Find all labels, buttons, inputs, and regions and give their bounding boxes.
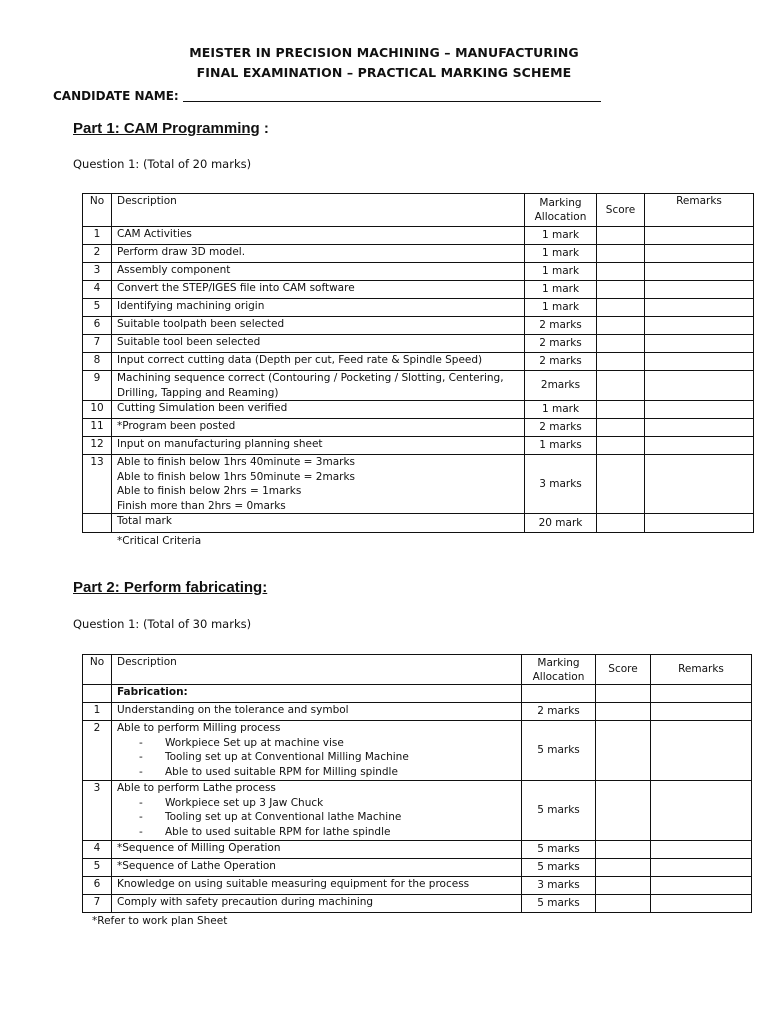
- column-header-score: Score: [597, 194, 645, 227]
- row-marking-allocation: 5 marks: [522, 721, 596, 781]
- row-marking-allocation: 3 marks: [525, 455, 597, 514]
- row-number: 4: [83, 281, 112, 299]
- candidate-name-field: [53, 89, 601, 103]
- remarks-cell: [645, 263, 754, 281]
- table-header-row: [83, 194, 754, 227]
- column-header-marking-allocation: Marking Allocation: [525, 194, 597, 227]
- document-title-line-2: FINAL EXAMINATION – PRACTICAL MARKING SCHEME: [196, 65, 572, 80]
- sub-item: [117, 796, 516, 811]
- remarks-cell: [645, 227, 754, 245]
- table-row: [83, 245, 754, 263]
- description-line: Machining sequence correct (Contouring / Pocketing / Slotting, Centering,: [117, 372, 504, 384]
- empty-cell: [83, 514, 112, 533]
- bullet-dash: -: [139, 796, 143, 809]
- remarks-cell: [645, 437, 754, 455]
- part-1-heading: [73, 120, 269, 137]
- total-remarks-cell: [645, 514, 754, 533]
- score-cell: [596, 841, 651, 859]
- row-marking-allocation: 2 marks: [522, 703, 596, 721]
- column-header-score: Score: [596, 655, 651, 685]
- score-cell: [597, 299, 645, 317]
- empty-cell: [522, 685, 596, 703]
- table-row: [83, 317, 754, 335]
- row-description: Identifying machining origin: [112, 299, 525, 317]
- empty-cell: [83, 685, 112, 703]
- table-row: [83, 299, 754, 317]
- candidate-name-label: CANDIDATE NAME:: [53, 89, 179, 103]
- table-row: [83, 353, 754, 371]
- score-cell: [596, 877, 651, 895]
- row-description: CAM Activities: [112, 227, 525, 245]
- column-header-description: Description: [112, 655, 522, 685]
- score-cell: [597, 455, 645, 514]
- remarks-cell: [651, 859, 752, 877]
- description-line: Finish more than 2hrs = 0marks: [117, 499, 286, 512]
- score-cell: [597, 419, 645, 437]
- score-cell: [596, 703, 651, 721]
- table-row: [83, 401, 754, 419]
- table-row: [83, 437, 754, 455]
- row-number: 5: [83, 859, 112, 877]
- score-cell: [596, 781, 651, 841]
- row-description: Cutting Simulation been verified: [112, 401, 525, 419]
- row-marking-allocation: 5 marks: [522, 781, 596, 841]
- score-cell: [597, 371, 645, 401]
- table-row: [83, 419, 754, 437]
- section-label: Fabrication:: [112, 685, 522, 703]
- row-description: Input on manufacturing planning sheet: [112, 437, 525, 455]
- description-line: Able to finish below 1hrs 50minute = 2marks: [117, 470, 356, 483]
- row-marking-allocation: 1 mark: [525, 245, 597, 263]
- column-header-no: No: [83, 194, 112, 227]
- table-row: [83, 281, 754, 299]
- score-cell: [596, 721, 651, 781]
- row-number: 12: [83, 437, 112, 455]
- row-marking-allocation: 2 marks: [525, 335, 597, 353]
- bullet-dash: -: [139, 811, 143, 823]
- remarks-cell: [645, 317, 754, 335]
- score-cell: [597, 437, 645, 455]
- remarks-cell: [645, 419, 754, 437]
- part-2-marking-table: [82, 654, 752, 913]
- row-number: 11: [83, 419, 112, 437]
- row-description: Suitable tool been selected: [112, 335, 525, 353]
- remarks-cell: [651, 703, 752, 721]
- sub-item-text: Tooling set up at Conventional Milling Machine: [165, 751, 409, 763]
- table-row: [83, 781, 752, 841]
- score-cell: [597, 227, 645, 245]
- row-number: 4: [83, 841, 112, 859]
- table-row: [83, 895, 752, 913]
- table-header-row: [83, 655, 752, 685]
- remarks-cell: [645, 455, 754, 514]
- description-line: Able to finish below 2hrs = 1marks: [117, 485, 302, 497]
- candidate-name-blank-line: [183, 89, 601, 102]
- table-row: [83, 703, 752, 721]
- row-marking-allocation: 5 marks: [522, 841, 596, 859]
- total-label: Total mark: [112, 514, 525, 533]
- row-number: 9: [83, 371, 112, 401]
- table-row: [83, 335, 754, 353]
- remarks-cell: [645, 335, 754, 353]
- sub-item: [117, 825, 516, 840]
- part-1-heading-text: Part 1: CAM Programming: [73, 120, 260, 137]
- sub-item-text: Able to used suitable RPM for Milling spindle: [165, 765, 398, 778]
- part-1-table-body: [83, 194, 754, 533]
- row-number: 2: [83, 721, 112, 781]
- score-cell: [597, 353, 645, 371]
- score-cell: [597, 335, 645, 353]
- row-number: 8: [83, 353, 112, 371]
- table-row: [83, 371, 754, 401]
- sub-item-text: Workpiece Set up at machine vise: [165, 736, 344, 749]
- row-description: *Program been posted: [112, 419, 525, 437]
- sub-item-text: Tooling set up at Conventional lathe Machine: [165, 811, 402, 823]
- row-number: 6: [83, 317, 112, 335]
- row-description: Suitable toolpath been selected: [112, 317, 525, 335]
- part-2-question: Question 1: (Total of 30 marks): [73, 617, 252, 631]
- row-marking-allocation: 5 marks: [522, 859, 596, 877]
- score-cell: [596, 895, 651, 913]
- row-marking-allocation: 2 marks: [525, 353, 597, 371]
- remarks-cell: [645, 245, 754, 263]
- row-marking-allocation: 1 mark: [525, 401, 597, 419]
- sub-item-text: Able to used suitable RPM for lathe spindle: [165, 825, 391, 838]
- row-description-cell: [112, 721, 522, 781]
- part-1-heading-colon: :: [259, 120, 269, 137]
- table-row: [83, 841, 752, 859]
- row-description-cell: [112, 895, 522, 913]
- table-row: [83, 455, 754, 514]
- row-description: *Sequence of Lathe Operation: [117, 860, 276, 872]
- score-cell: [597, 245, 645, 263]
- sub-item: [117, 765, 516, 780]
- part-2-heading: Part 2: Perform fabricating:: [73, 579, 268, 596]
- row-description: Perform draw 3D model.: [112, 245, 525, 263]
- empty-cell: [651, 685, 752, 703]
- sub-item: [117, 750, 516, 765]
- row-number: 10: [83, 401, 112, 419]
- row-description: Understanding on the tolerance and symbol: [117, 704, 349, 716]
- row-description: [112, 455, 525, 514]
- row-description: Comply with safety precaution during machining: [117, 896, 374, 908]
- empty-cell: [596, 685, 651, 703]
- row-description-cell: [112, 859, 522, 877]
- row-marking-allocation: 2 marks: [525, 317, 597, 335]
- row-description-cell: [112, 877, 522, 895]
- score-cell: [597, 281, 645, 299]
- row-description: Assembly component: [112, 263, 525, 281]
- remarks-cell: [651, 841, 752, 859]
- table-row: [83, 263, 754, 281]
- row-description: [112, 371, 525, 401]
- remarks-cell: [651, 781, 752, 841]
- part-1-question: Question 1: (Total of 20 marks): [73, 157, 252, 171]
- row-number: 7: [83, 335, 112, 353]
- part-2-footnote: *Refer to work plan Sheet: [92, 915, 228, 927]
- row-number: 2: [83, 245, 112, 263]
- row-marking-allocation: 2 marks: [525, 419, 597, 437]
- row-number: 13: [83, 455, 112, 514]
- row-description: Able to perform Milling process: [117, 722, 281, 734]
- row-number: 1: [83, 227, 112, 245]
- total-score-cell: [597, 514, 645, 533]
- column-header-description: Description: [112, 194, 525, 227]
- row-description: Able to perform Lathe process: [117, 782, 276, 794]
- table-row: [83, 227, 754, 245]
- row-description: Input correct cutting data (Depth per cut, Feed rate & Spindle Speed): [112, 353, 525, 371]
- row-marking-allocation: 1 mark: [525, 281, 597, 299]
- part-1-footnote: *Critical Criteria: [117, 535, 202, 547]
- bullet-dash: -: [139, 765, 143, 778]
- row-number: 7: [83, 895, 112, 913]
- column-header-no: No: [83, 655, 112, 685]
- remarks-cell: [645, 281, 754, 299]
- sub-item-text: Workpiece set up 3 Jaw Chuck: [165, 796, 324, 809]
- row-number: 5: [83, 299, 112, 317]
- document-title-line-1: MEISTER IN PRECISION MACHINING – MANUFACTURING: [189, 45, 579, 60]
- row-description-cell: [112, 703, 522, 721]
- remarks-cell: [651, 877, 752, 895]
- remarks-cell: [645, 353, 754, 371]
- total-row: [83, 514, 754, 533]
- row-number: 3: [83, 781, 112, 841]
- score-cell: [596, 859, 651, 877]
- bullet-dash: -: [139, 736, 143, 749]
- sub-item: [117, 810, 516, 825]
- row-marking-allocation: 3 marks: [522, 877, 596, 895]
- table-row: [83, 721, 752, 781]
- part-1-marking-table: [82, 193, 754, 533]
- sub-item: [117, 736, 516, 751]
- row-marking-allocation: 5 marks: [522, 895, 596, 913]
- column-header-remarks: Remarks: [651, 655, 752, 685]
- row-description: Knowledge on using suitable measuring equipment for the process: [117, 878, 470, 890]
- bullet-dash: -: [139, 751, 143, 763]
- row-marking-allocation: 1 marks: [525, 437, 597, 455]
- part-2-table-body: [83, 655, 752, 913]
- bullet-dash: -: [139, 825, 143, 838]
- description-line: Drilling, Tapping and Reaming): [117, 386, 279, 399]
- row-description: *Sequence of Milling Operation: [117, 842, 281, 854]
- row-marking-allocation: 2marks: [525, 371, 597, 401]
- remarks-cell: [651, 895, 752, 913]
- remarks-cell: [651, 721, 752, 781]
- row-marking-allocation: 1 mark: [525, 227, 597, 245]
- row-description-cell: [112, 841, 522, 859]
- row-number: 3: [83, 263, 112, 281]
- row-marking-allocation: 1 mark: [525, 263, 597, 281]
- column-header-remarks: Remarks: [645, 194, 754, 227]
- column-header-marking-allocation: Marking Allocation: [522, 655, 596, 685]
- row-description-cell: [112, 781, 522, 841]
- table-row: [83, 877, 752, 895]
- remarks-cell: [645, 299, 754, 317]
- score-cell: [597, 317, 645, 335]
- score-cell: [597, 263, 645, 281]
- section-row-fabrication: [83, 685, 752, 703]
- row-description: Convert the STEP/IGES file into CAM software: [112, 281, 525, 299]
- remarks-cell: [645, 401, 754, 419]
- row-marking-allocation: 1 mark: [525, 299, 597, 317]
- total-mark: 20 mark: [525, 514, 597, 533]
- row-number: 1: [83, 703, 112, 721]
- remarks-cell: [645, 371, 754, 401]
- description-line: Able to finish below 1hrs 40minute = 3marks: [117, 456, 356, 468]
- row-number: 6: [83, 877, 112, 895]
- score-cell: [597, 401, 645, 419]
- table-row: [83, 859, 752, 877]
